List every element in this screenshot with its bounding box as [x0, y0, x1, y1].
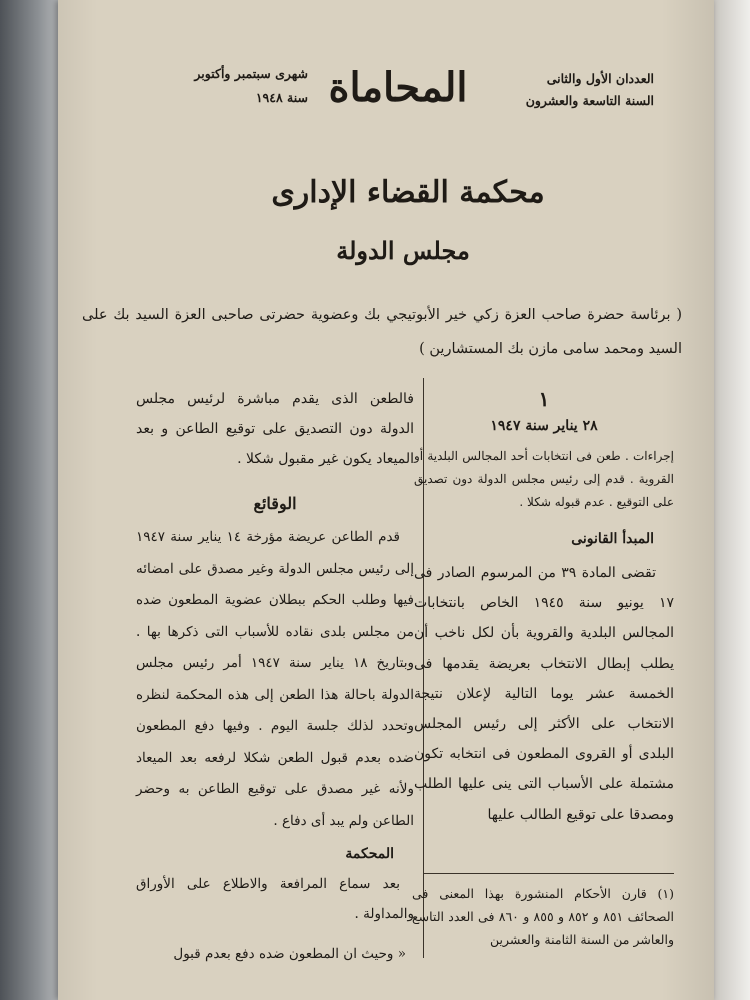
court-title: محكمة القضاء الإدارى [271, 175, 545, 210]
council-title: مجلس الدولة [336, 236, 470, 265]
case-date: ٢٨ يناير سنة ١٩٤٧ [490, 418, 598, 434]
facts-text: قدم الطاعن عريضة مؤرخة ١٤ يناير سنة ١٩٤٧ إلى رئيس مجلس الدولة وغير مصدق على امضائه فيها وطلب الحكم ببطلان عضوية المطعون ضده من مجلس بلدى نقاده للأسباب التى ذكرها بها . وبتاريخ ١٨ يناير سنة ١٩٤٧ أمر رئيس مجلس الدولة باحالة هذا الطعن إلى هذه المحكمة لنظره وتحدد لذلك جلسة اليوم . وفيها دفع المطعون ضده بعدم قبول الطعن شكلا لرفعه بعد الميعاد ولأنه غير مصدق على توقيع الطاعن به وحضر الطاعن ولم يبد أى دفاع . [136, 529, 414, 829]
issue-info [464, 68, 654, 112]
facts-heading: الوقائع [253, 494, 297, 513]
date-info [138, 62, 308, 110]
issue-number: العددان الأول والثانى [546, 71, 654, 86]
ruling-text-continued: « وحيث ان المطعون ضده دفع بعدم قبول [173, 946, 406, 962]
presidency-paragraph: ( برئاسة حضرة صاحب العزة زكي خير الأبوتيجي بك وعضوية حضرتى صاحبى العزة السيد بك على السيد ومحمد سامى مازن بك المستشارين ) [82, 307, 682, 357]
footnote: (١) قارن الأحكام المنشورة بهذا المعنى فى الصحائف ٨٥١ و ٨٥٢ و ٨٥٥ و ٨٦٠ فى العدد التاسع والعاشر من السنة الثامنة والعشرين [412, 886, 674, 947]
issue-year: السنة التاسعة والعشرون [525, 93, 654, 108]
intro-paragraph: فالطعن الذى يقدم مباشرة لرئيس مجلس الدولة دون التصديق على توقيع الطاعن و بعد الميعاد يكون غير مقبول شكلا . [136, 391, 414, 467]
case-summary: إجراءات . طعن فى انتخابات أحد المجالس البلدية أو القروية . قدم إلى رئيس مجلس الدولة دون تصديق على التوقيع . عدم قبوله شكلا . [414, 449, 674, 509]
principle-heading: المبدأ القانونى [571, 531, 654, 547]
binder-shadow [0, 0, 62, 1000]
ruling-text: بعد سماع المرافعة والاطلاع على الأوراق والمداولة . [136, 876, 414, 922]
journal-title: المحاماة [328, 64, 468, 111]
right-column [414, 385, 674, 830]
left-column [136, 384, 414, 969]
court-heading: المحكمة [345, 846, 394, 862]
case-number: ١ [538, 387, 550, 411]
issue-year-date: سنة ١٩٤٨ [255, 90, 308, 105]
background-edge [714, 0, 750, 1000]
footnote-rule [424, 873, 674, 874]
principle-text: تقضى المادة ٣٩ من المرسوم الصادر فى ١٧ يونيو سنة ١٩٤٥ الخاص بانتخابات المجالس البلدية والقروية بأن لكل ناخب أن يطلب إبطال الانتخاب بعريضة يقدمها فى الخمسة عشر يوما التالية لإعلان نتيجة الانتخاب على الأكثر إلى رئيس المجلس البلدى أو القروى المطعون فى انتخابه تكون مشتملة على الأسباب التى ينى عليها الطلب ومصدقا على توقيع الطالب عليها [414, 565, 674, 823]
issue-months: شهرى سبتمبر وأكتوبر [194, 66, 308, 81]
document-page [58, 0, 714, 1000]
